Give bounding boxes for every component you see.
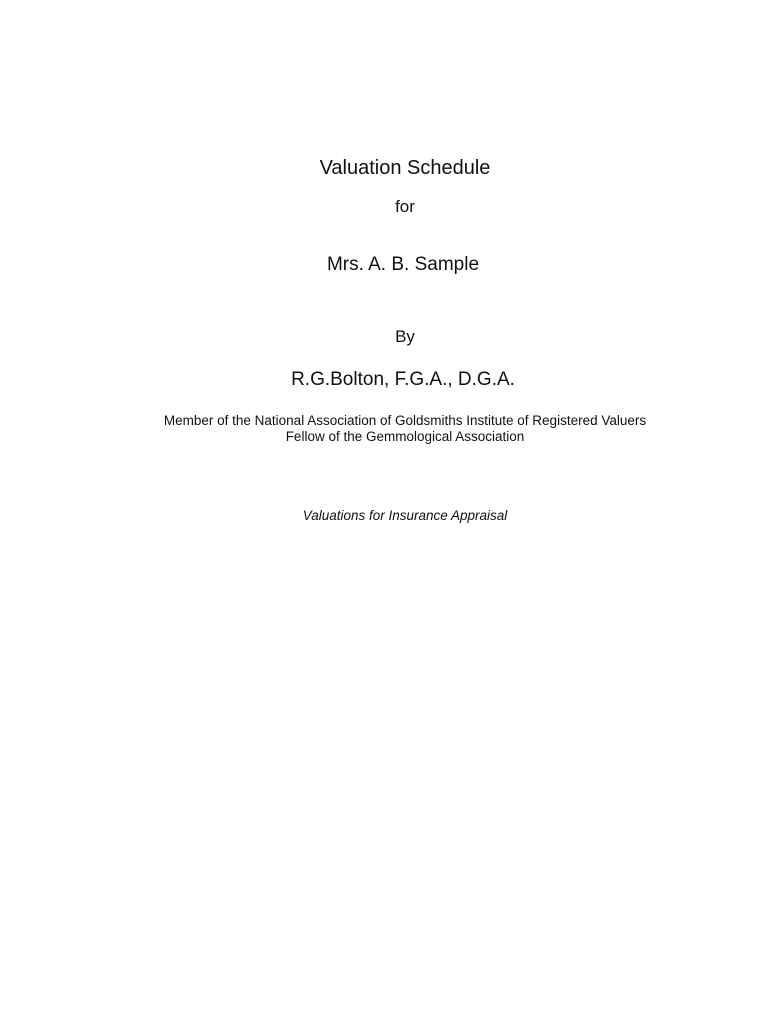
- credential-fellowship: Fellow of the Gemmological Association: [285, 429, 525, 444]
- by-label: By: [395, 327, 415, 346]
- credential-membership: Member of the National Association of Goldsmiths Institute of Registered Valuers: [163, 413, 647, 428]
- for-label: for: [395, 197, 415, 216]
- credentials-block: [20, 413, 770, 445]
- purpose-statement: Valuations for Insurance Appraisal: [302, 508, 508, 523]
- author-name: R.G.Bolton, F.G.A., D.G.A.: [291, 369, 515, 390]
- client-name: Mrs. A. B. Sample: [326, 254, 480, 275]
- document-title: Valuation Schedule: [319, 157, 491, 179]
